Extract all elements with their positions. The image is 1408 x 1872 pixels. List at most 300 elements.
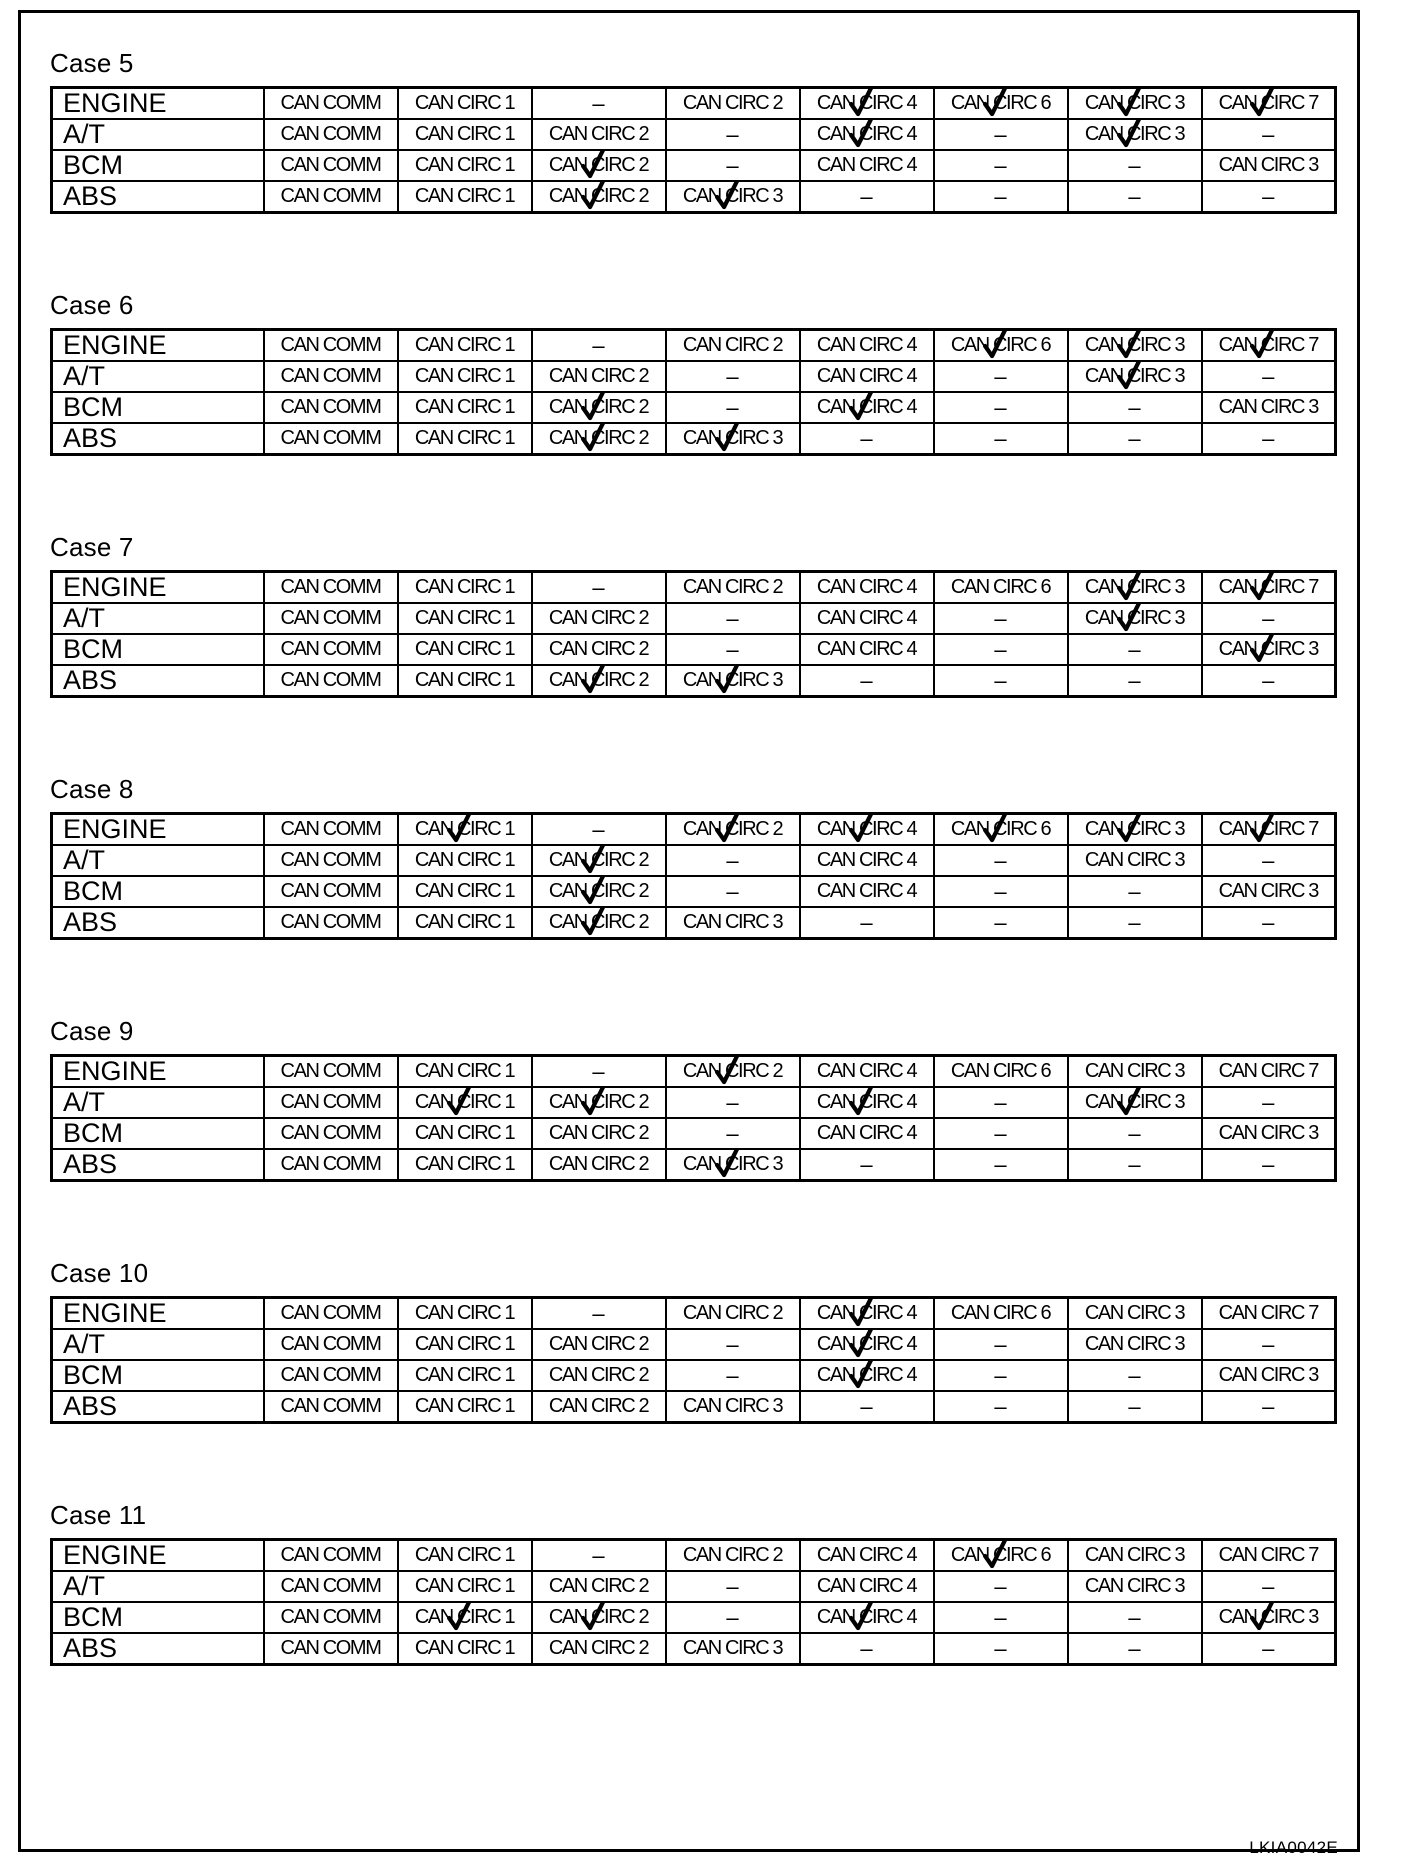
result-cell	[666, 634, 800, 665]
result-cell	[398, 814, 532, 846]
case-title: Case 6	[50, 290, 134, 320]
cell-text: CAN CIRC 6	[950, 1060, 1051, 1082]
unit-label: ENGINE	[52, 1540, 264, 1572]
result-cell	[1202, 665, 1336, 697]
result-cell	[532, 665, 666, 697]
result-cell	[1202, 1087, 1336, 1118]
result-cell	[1068, 1391, 1202, 1423]
cell-text: –	[1262, 1090, 1275, 1115]
cell-text: CAN COMM	[280, 427, 381, 449]
cell-text: –	[1128, 668, 1141, 693]
cell-text: –	[1262, 1152, 1275, 1177]
result-cell	[934, 119, 1068, 150]
cell-text: CAN CIRC 3	[1084, 334, 1185, 356]
cell-text: CAN COMM	[280, 880, 381, 902]
cell-text: CAN CIRC 3	[682, 669, 783, 691]
unit-label: ABS	[52, 907, 264, 939]
cell-text: CAN CIRC 2	[548, 1575, 649, 1597]
result-cell	[666, 361, 800, 392]
table-row	[52, 876, 1336, 907]
cell-text: CAN CIRC 1	[414, 1333, 515, 1355]
table-row	[52, 665, 1336, 697]
cell-text: –	[1262, 364, 1275, 389]
cell-text: –	[994, 395, 1007, 420]
cell-text: –	[994, 1574, 1007, 1599]
checkmark-icon	[715, 814, 739, 844]
result-cell	[398, 330, 532, 362]
result-cell	[934, 88, 1068, 120]
result-cell	[398, 88, 532, 120]
cell-text: CAN CIRC 6	[950, 1544, 1051, 1566]
case-block	[50, 290, 1336, 456]
result-cell	[666, 814, 800, 846]
cell-text: –	[994, 668, 1007, 693]
cell-text: CAN COMM	[280, 1606, 381, 1628]
result-cell	[666, 423, 800, 455]
cell-text: –	[726, 1121, 739, 1146]
cell-text: –	[994, 1394, 1007, 1419]
result-cell	[532, 423, 666, 455]
checkmark-icon	[849, 1329, 873, 1358]
cell-text: –	[860, 1636, 873, 1661]
unit-label: A/T	[52, 119, 264, 150]
result-cell	[532, 119, 666, 150]
result-cell	[264, 603, 398, 634]
cell-text: CAN CIRC 1	[414, 1606, 515, 1628]
result-cell	[1068, 603, 1202, 634]
table-row	[52, 181, 1336, 213]
result-cell	[1068, 1087, 1202, 1118]
cell-text: –	[1128, 1152, 1141, 1177]
checkmark-icon	[581, 1602, 605, 1631]
result-cell	[398, 1633, 532, 1665]
result-cell	[800, 634, 934, 665]
cell-text: CAN COMM	[280, 818, 381, 840]
result-cell	[800, 88, 934, 120]
result-cell	[1202, 1571, 1336, 1602]
result-cell	[1202, 845, 1336, 876]
cell-text: CAN CIRC 1	[414, 92, 515, 114]
result-cell	[264, 634, 398, 665]
cell-text: CAN CIRC 4	[816, 1122, 917, 1144]
checkmark-icon	[983, 330, 1007, 360]
cell-text: CAN CIRC 2	[548, 154, 649, 176]
cell-text: CAN CIRC 2	[548, 880, 649, 902]
result-cell	[1068, 88, 1202, 120]
cell-text: CAN CIRC 1	[414, 365, 515, 387]
cell-text: –	[726, 1574, 739, 1599]
result-cell	[1068, 1571, 1202, 1602]
result-cell	[934, 361, 1068, 392]
cell-text: –	[1262, 606, 1275, 631]
cell-text: –	[726, 1332, 739, 1357]
checkmark-icon	[715, 423, 739, 452]
result-cell	[532, 392, 666, 423]
result-cell	[666, 1056, 800, 1088]
result-cell	[532, 181, 666, 213]
cell-text: CAN CIRC 1	[414, 1060, 515, 1082]
checkmark-icon	[849, 1360, 873, 1389]
cell-text: CAN CIRC 1	[414, 1544, 515, 1566]
cell-text: –	[1128, 637, 1141, 662]
diagnosis-table	[50, 812, 1337, 940]
diagnosis-table	[50, 1054, 1337, 1182]
unit-label: ABS	[52, 1149, 264, 1181]
cell-text: CAN COMM	[280, 365, 381, 387]
result-cell	[1068, 572, 1202, 604]
cell-text: –	[860, 910, 873, 935]
result-cell	[398, 845, 532, 876]
cell-text: –	[994, 848, 1007, 873]
cell-text: CAN CIRC 7	[1218, 1544, 1318, 1566]
cell-text: CAN COMM	[280, 638, 381, 660]
cell-text: –	[1262, 1636, 1275, 1661]
cell-text: –	[994, 879, 1007, 904]
unit-label: A/T	[52, 1087, 264, 1118]
cell-text: CAN CIRC 6	[950, 334, 1051, 356]
result-cell	[800, 1118, 934, 1149]
result-cell	[264, 330, 398, 362]
result-cell	[398, 1298, 532, 1330]
cell-text: CAN COMM	[280, 1122, 381, 1144]
cell-text: CAN COMM	[280, 1364, 381, 1386]
table-row	[52, 1087, 1336, 1118]
result-cell	[532, 88, 666, 120]
table-row	[52, 814, 1336, 846]
result-cell	[1202, 634, 1336, 665]
cell-text: CAN CIRC 7	[1218, 334, 1318, 356]
cell-text: CAN CIRC 4	[816, 1060, 917, 1082]
checkmark-icon	[581, 1087, 605, 1116]
result-cell	[666, 1540, 800, 1572]
cell-text: –	[994, 637, 1007, 662]
result-cell	[264, 119, 398, 150]
cell-text: –	[994, 1605, 1007, 1630]
cell-text: CAN CIRC 3	[682, 185, 783, 207]
cell-text: CAN COMM	[280, 154, 381, 176]
cell-text: CAN CIRC 2	[682, 334, 783, 356]
cell-text: CAN CIRC 4	[816, 92, 917, 114]
result-cell	[800, 392, 934, 423]
result-cell	[934, 392, 1068, 423]
cell-text: CAN COMM	[280, 1575, 381, 1597]
cell-text: –	[1128, 395, 1141, 420]
result-cell	[398, 1391, 532, 1423]
cell-text: CAN CIRC 2	[548, 1333, 649, 1355]
cell-text: –	[1262, 184, 1275, 209]
result-cell	[264, 1087, 398, 1118]
result-cell	[398, 1087, 532, 1118]
result-cell	[1068, 1633, 1202, 1665]
result-cell	[800, 876, 934, 907]
cell-text: –	[1262, 122, 1275, 147]
cell-text: –	[1128, 879, 1141, 904]
result-cell	[532, 1633, 666, 1665]
result-cell	[398, 423, 532, 455]
case-block	[50, 1016, 1336, 1182]
result-cell	[1068, 845, 1202, 876]
result-cell	[1068, 423, 1202, 455]
result-cell	[934, 876, 1068, 907]
cell-text: –	[994, 1090, 1007, 1115]
checkmark-icon	[581, 665, 605, 694]
cell-text: CAN CIRC 1	[414, 576, 515, 598]
cell-text: CAN CIRC 3	[1084, 576, 1185, 598]
table-row	[52, 150, 1336, 181]
result-cell	[800, 1633, 934, 1665]
result-cell	[532, 1118, 666, 1149]
cell-text: CAN CIRC 1	[414, 1637, 515, 1659]
cell-text: CAN COMM	[280, 1091, 381, 1113]
result-cell	[666, 1118, 800, 1149]
checkmark-icon	[1250, 330, 1274, 360]
result-cell	[264, 150, 398, 181]
cell-text: –	[592, 575, 605, 600]
cell-text: CAN CIRC 1	[414, 880, 515, 902]
cell-text: CAN CIRC 6	[950, 1302, 1051, 1324]
result-cell	[800, 1087, 934, 1118]
result-cell	[1068, 150, 1202, 181]
result-cell	[666, 150, 800, 181]
cell-text: –	[726, 1605, 739, 1630]
cell-text: CAN CIRC 4	[816, 849, 917, 871]
result-cell	[934, 423, 1068, 455]
result-cell	[1068, 1118, 1202, 1149]
cell-text: CAN COMM	[280, 1153, 381, 1175]
result-cell	[398, 150, 532, 181]
cell-text: CAN CIRC 2	[548, 1606, 649, 1628]
result-cell	[532, 1056, 666, 1088]
table-row	[52, 1149, 1336, 1181]
result-cell	[666, 119, 800, 150]
cell-text: CAN CIRC 3	[1084, 818, 1185, 840]
cell-text: CAN CIRC 3	[1218, 154, 1318, 176]
result-cell	[398, 634, 532, 665]
result-cell	[1068, 1329, 1202, 1360]
case-title: Case 5	[50, 48, 134, 78]
unit-label: A/T	[52, 361, 264, 392]
cell-text: CAN CIRC 1	[414, 185, 515, 207]
checkmark-icon	[849, 1087, 873, 1116]
result-cell	[264, 665, 398, 697]
cell-text: CAN CIRC 4	[816, 365, 917, 387]
cell-text: CAN CIRC 1	[414, 123, 515, 145]
result-cell	[800, 1360, 934, 1391]
unit-label: ABS	[52, 423, 264, 455]
checkmark-icon	[1117, 361, 1141, 390]
cell-text: CAN COMM	[280, 849, 381, 871]
unit-label: ENGINE	[52, 330, 264, 362]
result-cell	[1068, 1298, 1202, 1330]
cell-text: CAN CIRC 1	[414, 638, 515, 660]
case-block	[50, 532, 1336, 698]
cell-text: CAN COMM	[280, 396, 381, 418]
cell-text: CAN CIRC 1	[414, 849, 515, 871]
result-cell	[398, 119, 532, 150]
result-cell	[934, 1540, 1068, 1572]
result-cell	[934, 1056, 1068, 1088]
case-title: Case 8	[50, 774, 134, 804]
result-cell	[934, 845, 1068, 876]
cell-text: CAN CIRC 7	[1218, 1302, 1318, 1324]
checkmark-icon	[1250, 814, 1274, 844]
result-cell	[398, 876, 532, 907]
cell-text: –	[726, 153, 739, 178]
table-row	[52, 1391, 1336, 1423]
result-cell	[666, 330, 800, 362]
checkmark-icon	[1250, 572, 1274, 602]
result-cell	[800, 1391, 934, 1423]
checkmark-icon	[447, 1087, 471, 1116]
unit-label: ABS	[52, 1391, 264, 1423]
result-cell	[934, 1298, 1068, 1330]
result-cell	[1068, 361, 1202, 392]
cell-text: CAN COMM	[280, 185, 381, 207]
cell-text: CAN CIRC 4	[816, 818, 917, 840]
result-cell	[1202, 423, 1336, 455]
result-cell	[1068, 1540, 1202, 1572]
result-cell	[398, 361, 532, 392]
result-cell	[532, 150, 666, 181]
result-cell	[934, 634, 1068, 665]
result-cell	[264, 361, 398, 392]
result-cell	[1068, 814, 1202, 846]
result-cell	[264, 1118, 398, 1149]
result-cell	[1068, 1056, 1202, 1088]
result-cell	[264, 1329, 398, 1360]
figure-code: LKIA0042E	[1249, 1838, 1338, 1857]
result-cell	[666, 907, 800, 939]
result-cell	[1202, 1118, 1336, 1149]
cell-text: CAN CIRC 2	[548, 669, 649, 691]
result-cell	[1202, 1540, 1336, 1572]
result-cell	[1068, 1602, 1202, 1633]
cell-text: –	[994, 122, 1007, 147]
cell-text: –	[1128, 1121, 1141, 1146]
cell-text: –	[860, 426, 873, 451]
result-cell	[934, 907, 1068, 939]
table-row	[52, 88, 1336, 120]
unit-label: BCM	[52, 634, 264, 665]
table-row	[52, 330, 1336, 362]
result-cell	[1068, 876, 1202, 907]
cell-text: –	[860, 668, 873, 693]
result-cell	[532, 876, 666, 907]
result-cell	[934, 1087, 1068, 1118]
cell-text: –	[994, 1152, 1007, 1177]
unit-label: A/T	[52, 1571, 264, 1602]
unit-label: ABS	[52, 1633, 264, 1665]
cell-text: –	[726, 395, 739, 420]
cell-text: –	[994, 1121, 1007, 1146]
cell-text: CAN CIRC 2	[682, 1302, 783, 1324]
case-title: Case 9	[50, 1016, 134, 1046]
cell-text: –	[592, 1301, 605, 1326]
result-cell	[1202, 1329, 1336, 1360]
unit-label: BCM	[52, 150, 264, 181]
result-cell	[934, 330, 1068, 362]
result-cell	[264, 1149, 398, 1181]
cell-text: –	[592, 333, 605, 358]
checkmark-icon	[1250, 88, 1274, 118]
cell-text: CAN CIRC 4	[816, 1364, 917, 1386]
checkmark-icon	[581, 181, 605, 210]
table-row	[52, 392, 1336, 423]
result-cell	[264, 907, 398, 939]
unit-label: ENGINE	[52, 1056, 264, 1088]
cell-text: CAN COMM	[280, 1637, 381, 1659]
checkmark-icon	[1117, 814, 1141, 844]
checkmark-icon	[983, 1540, 1007, 1570]
result-cell	[1202, 572, 1336, 604]
cell-text: –	[1128, 1394, 1141, 1419]
result-cell	[1202, 150, 1336, 181]
result-cell	[264, 1391, 398, 1423]
cell-text: –	[860, 1394, 873, 1419]
result-cell	[800, 1056, 934, 1088]
diagnosis-table	[50, 86, 1337, 214]
result-cell	[1068, 1360, 1202, 1391]
result-cell	[264, 845, 398, 876]
result-cell	[532, 603, 666, 634]
cell-text: CAN CIRC 4	[816, 638, 917, 660]
result-cell	[934, 150, 1068, 181]
cell-text: CAN CIRC 2	[682, 818, 783, 840]
cell-text: CAN CIRC 1	[414, 1153, 515, 1175]
cell-text: –	[994, 1636, 1007, 1661]
cell-text: –	[1128, 910, 1141, 935]
result-cell	[934, 1118, 1068, 1149]
cell-text: CAN CIRC 3	[682, 427, 783, 449]
table-row	[52, 119, 1336, 150]
cell-text: –	[1262, 1332, 1275, 1357]
cell-text: CAN CIRC 4	[816, 1302, 917, 1324]
cell-text: CAN CIRC 2	[682, 92, 783, 114]
result-cell	[666, 181, 800, 213]
result-cell	[532, 330, 666, 362]
table-row	[52, 1118, 1336, 1149]
cell-text: –	[726, 637, 739, 662]
cell-text: CAN CIRC 1	[414, 1122, 515, 1144]
result-cell	[800, 665, 934, 697]
unit-label: A/T	[52, 845, 264, 876]
result-cell	[666, 1391, 800, 1423]
case-title: Case 11	[50, 1500, 147, 1530]
cell-text: CAN CIRC 3	[1084, 92, 1185, 114]
cell-text: CAN CIRC 1	[414, 154, 515, 176]
cell-text: CAN COMM	[280, 669, 381, 691]
cell-text: –	[726, 606, 739, 631]
result-cell	[800, 1298, 934, 1330]
cell-text: –	[726, 879, 739, 904]
cell-text: CAN COMM	[280, 911, 381, 933]
result-cell	[800, 572, 934, 604]
result-cell	[1068, 181, 1202, 213]
unit-label: A/T	[52, 603, 264, 634]
result-cell	[532, 1298, 666, 1330]
cell-text: CAN CIRC 2	[548, 365, 649, 387]
result-cell	[800, 181, 934, 213]
result-cell	[398, 392, 532, 423]
result-cell	[1202, 1391, 1336, 1423]
result-cell	[398, 1571, 532, 1602]
cell-text: CAN COMM	[280, 1060, 381, 1082]
result-cell	[800, 907, 934, 939]
cell-text: –	[592, 1543, 605, 1568]
cell-text: CAN COMM	[280, 576, 381, 598]
result-cell	[398, 1118, 532, 1149]
result-cell	[532, 1329, 666, 1360]
